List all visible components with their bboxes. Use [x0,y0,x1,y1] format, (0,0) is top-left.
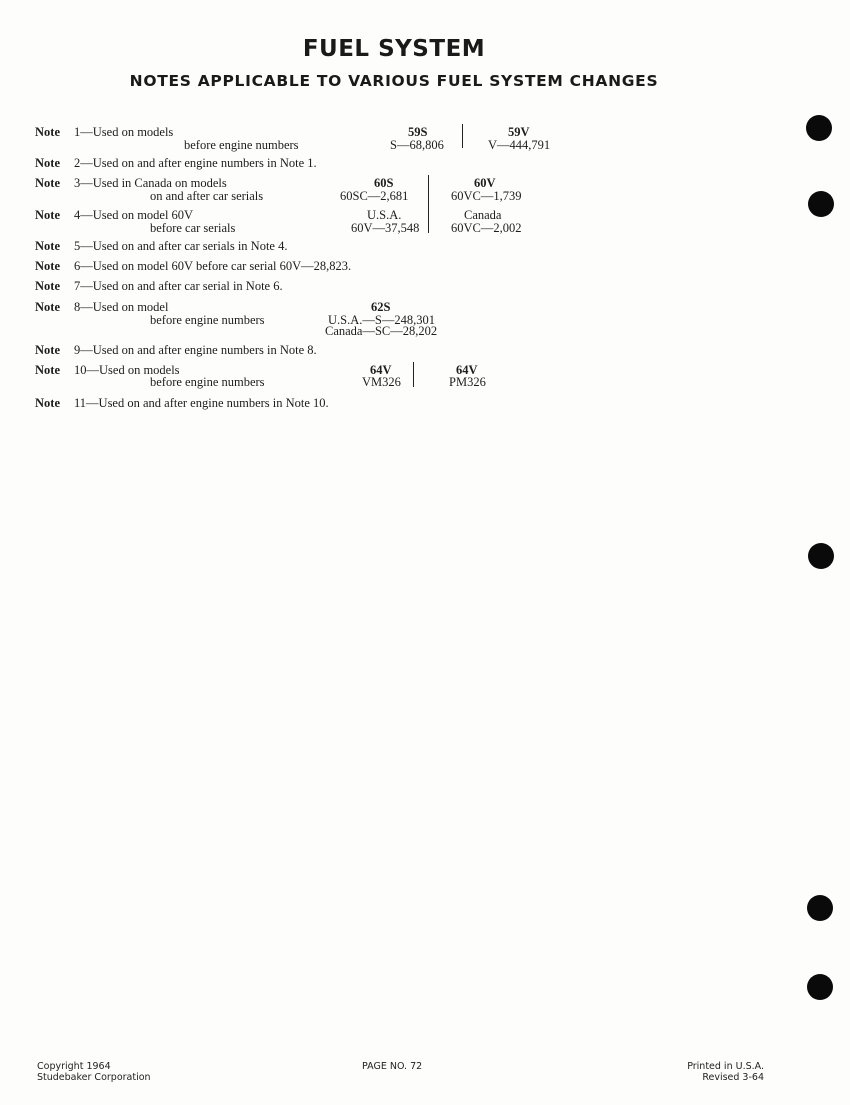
model-heading: 60S [374,176,394,190]
model-heading: 64V [456,363,478,377]
model-value: 60VC—2,002 [451,221,522,235]
model-heading: 59V [508,125,530,139]
note-text-line2: before engine numbers [184,138,299,152]
model-heading: 64V [370,363,392,377]
note-text: 4—Used on model 60V [74,208,194,222]
binder-hole [806,115,832,141]
note-text: 7—Used on and after car serial in Note 6. [74,279,283,293]
note-text: 1—Used on models [74,125,174,139]
column-divider [428,175,429,233]
model-value: 60V—37,548 [351,221,420,235]
binder-hole [808,543,834,569]
page-title: FUEL SYSTEM [302,36,486,62]
note-label: Note [35,363,60,377]
model-value: U.S.A.—S—248,301 [328,313,435,327]
note-text-line2: on and after car serials [150,189,264,203]
note-text: 3—Used in Canada on models [74,176,227,190]
model-value: Canada—SC—28,202 [325,324,438,338]
model-value: S—68,806 [390,138,444,152]
page-number: PAGE NO. 72 [362,1061,423,1072]
note-label: Note [35,156,60,170]
note-text: 6—Used on model 60V before car serial 60V—28,823. [74,259,352,273]
column-divider [462,124,463,148]
model-value: VM326 [362,375,401,389]
page-subtitle: NOTES APPLICABLE TO VARIOUS FUEL SYSTEM CHANGES [129,72,659,90]
note-label: Note [35,396,60,410]
note-text: 9—Used on and after engine numbers in Note 8. [74,343,317,357]
note-text: 8—Used on model [74,300,169,314]
model-value: PM326 [449,375,486,389]
model-value: V—444,791 [488,138,551,152]
region-heading: U.S.A. [367,208,402,222]
binder-hole [807,974,833,1000]
note-label: Note [35,343,60,357]
note-text-line2: before engine numbers [150,313,265,327]
column-divider [413,362,414,387]
model-value: 60VC—1,739 [451,189,522,203]
model-value: 60SC—2,681 [340,189,409,203]
note-label: Note [35,279,60,293]
model-heading: 59S [408,125,428,139]
note-label: Note [35,125,60,139]
note-text-line2: before engine numbers [150,375,265,389]
binder-hole [808,191,834,217]
footer-revised: Revised 3-64 [702,1072,764,1083]
model-heading: 62S [371,300,391,314]
note-text-line2: before car serials [150,221,236,235]
binder-hole [807,895,833,921]
note-text: 5—Used on and after car serials in Note 4. [74,239,288,253]
note-label: Note [35,239,60,253]
note-text: 2—Used on and after engine numbers in Note 1. [74,156,317,170]
footer-company: Studebaker Corporation [37,1072,151,1083]
note-text: 10—Used on models [74,363,180,377]
note-label: Note [35,176,60,190]
note-label: Note [35,208,60,222]
model-heading: 60V [474,176,496,190]
footer-copyright: Copyright 1964 [37,1061,111,1072]
footer-printed: Printed in U.S.A. [687,1061,764,1072]
note-label: Note [35,259,60,273]
note-label: Note [35,300,60,314]
region-heading: Canada [464,208,502,222]
note-text: 11—Used on and after engine numbers in Note 10. [74,396,329,410]
